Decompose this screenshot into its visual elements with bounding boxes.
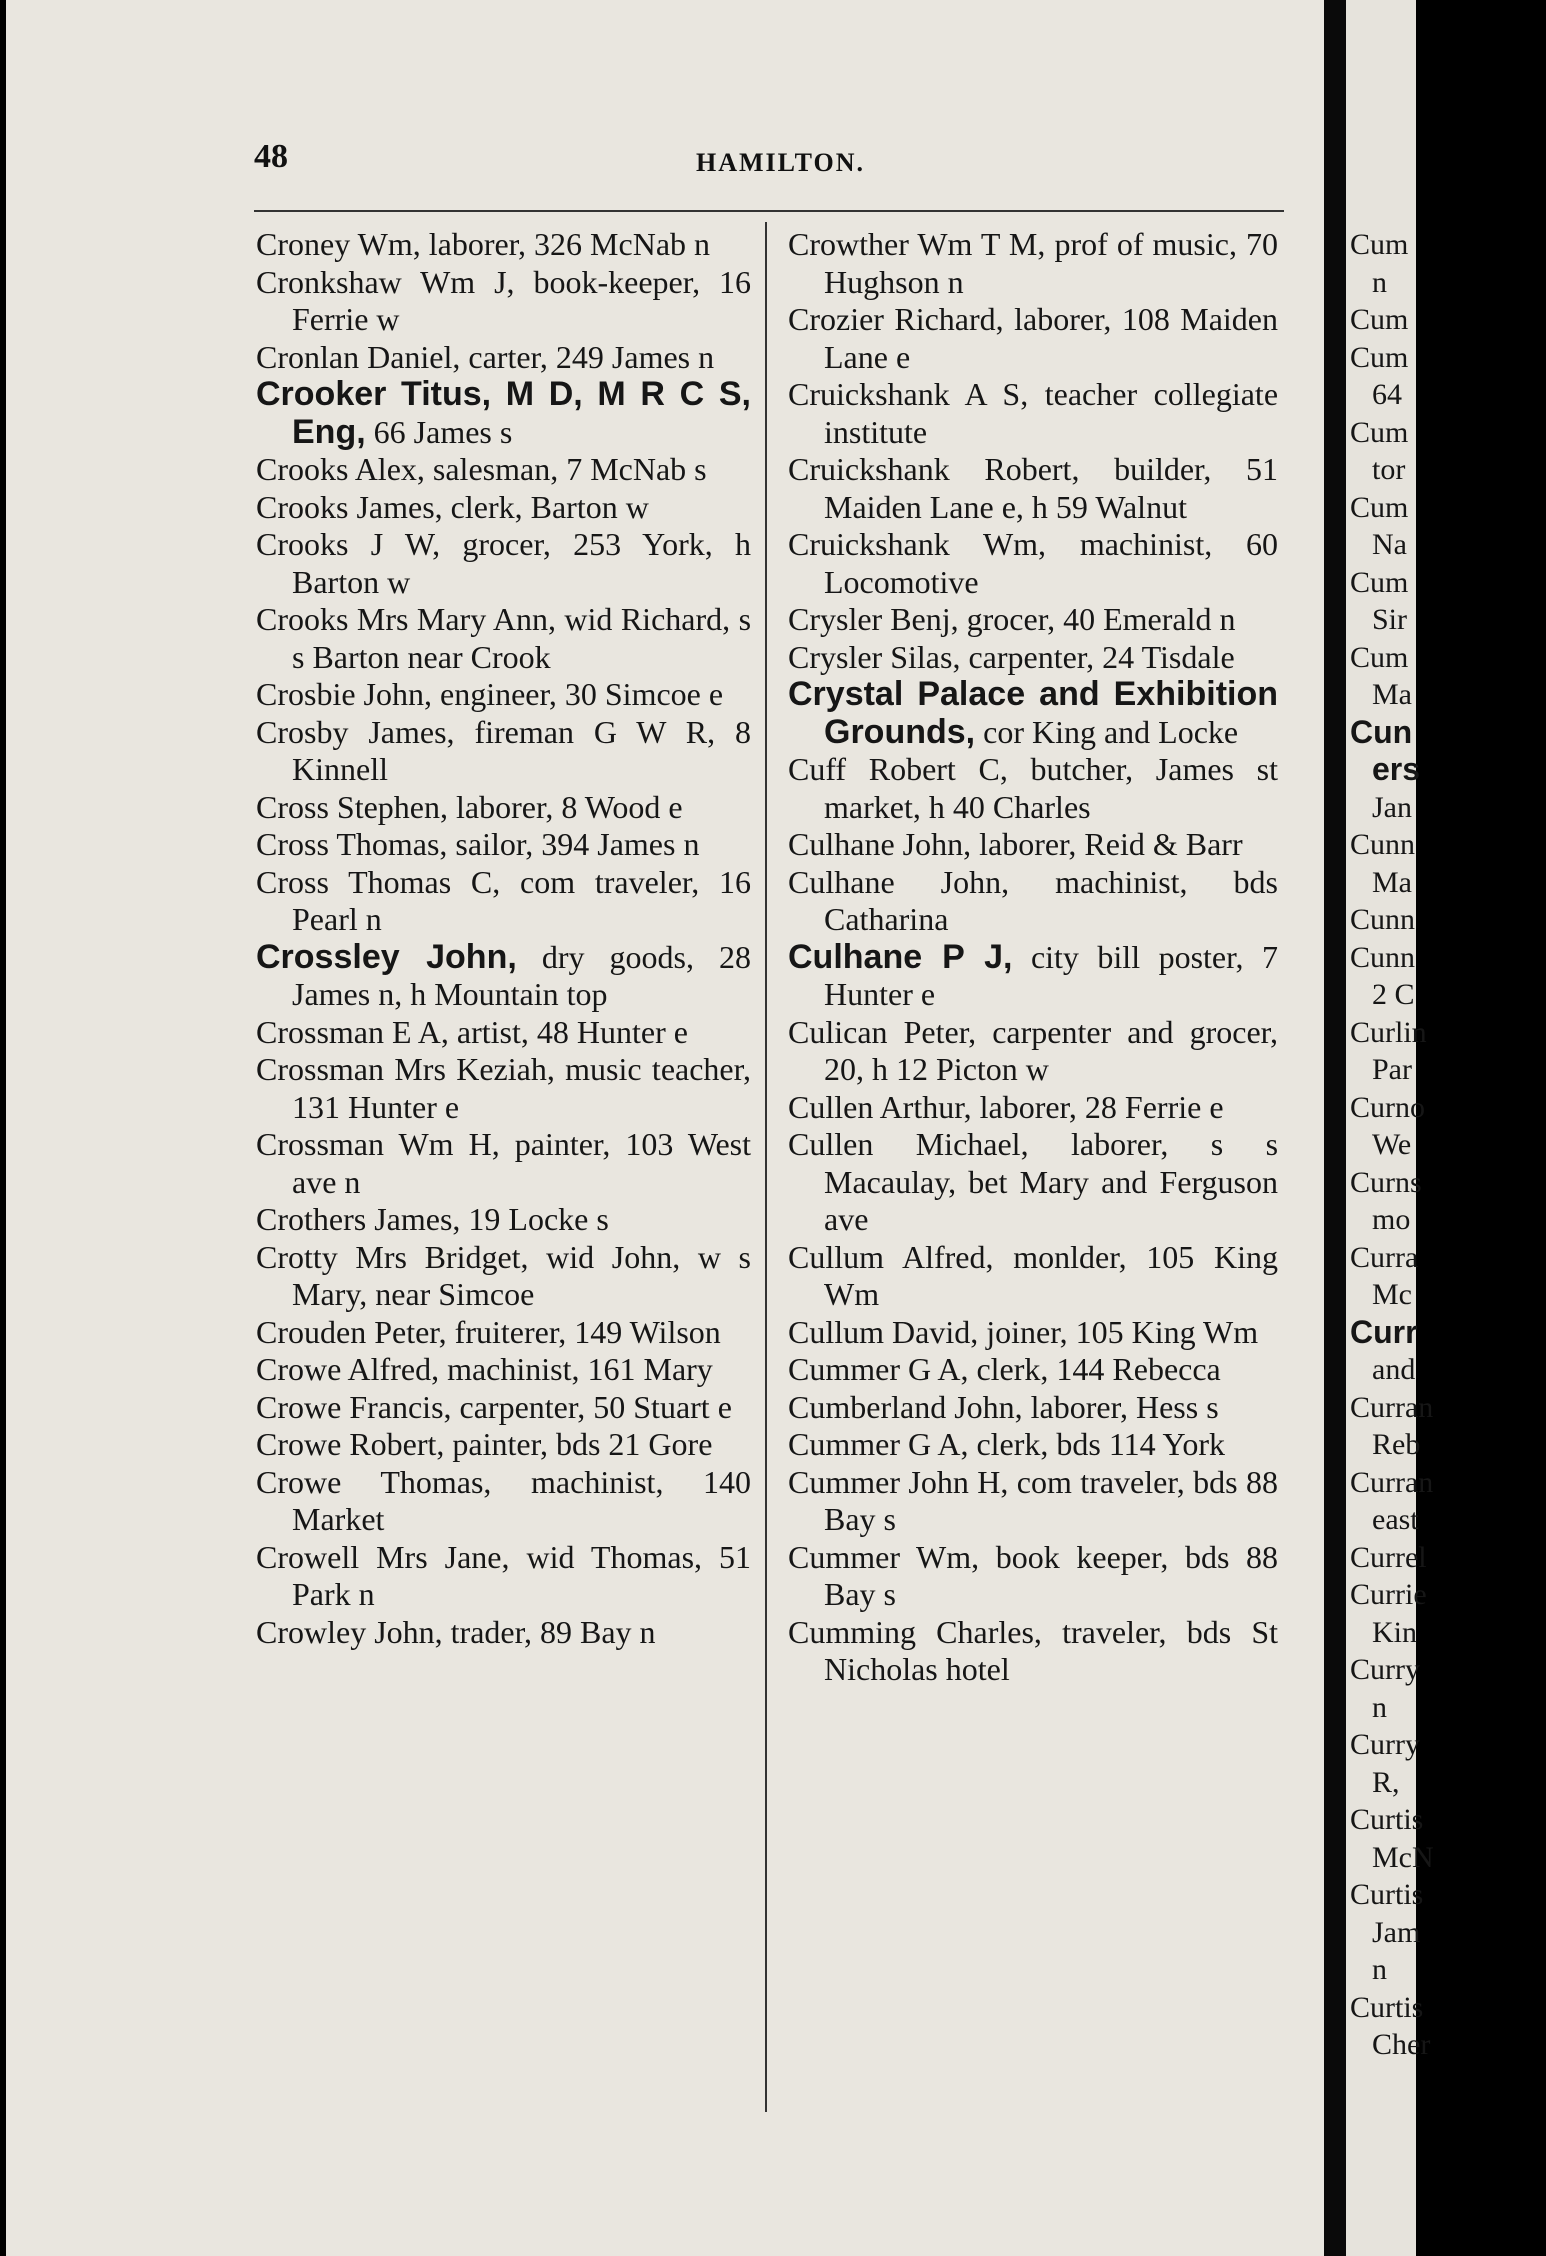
entry-name: Cummer G A, — [788, 1351, 969, 1387]
entry-details: engineer, 30 Simcoe e — [440, 676, 724, 712]
entry-details: music teacher, 131 Hunter e — [292, 1051, 751, 1125]
directory-entry — [256, 1464, 751, 1539]
entry-details: laborer, Hess s — [1030, 1388, 1219, 1425]
entry-name: Crowe Francis, — [256, 1388, 452, 1425]
entry-details: wid Thomas, 51 Park n — [292, 1538, 752, 1612]
directory-entry — [256, 489, 751, 527]
entry-details: wid John, w s Mary, near Simcoe — [292, 1238, 751, 1312]
entry-details: salesman, 7 McNab s — [432, 451, 707, 487]
entry-name: Cullen Michael, — [788, 1126, 1029, 1162]
entry-name: Crowley John, — [256, 1613, 443, 1650]
running-title: HAMILTON. — [696, 148, 865, 177]
entry-name: Crotty Mrs Bridget, — [256, 1238, 529, 1275]
directory-entry — [256, 526, 751, 601]
adjacent-entry-fragment: Jan — [1372, 790, 1412, 824]
adjacent-entry-fragment: Currel — [1350, 1540, 1427, 1574]
adjacent-entry-fragment: n — [1372, 265, 1387, 299]
adjacent-entry-fragment: Curlin — [1350, 1015, 1427, 1049]
entry-details: carpenter, 24 Tisdale — [968, 638, 1235, 675]
adjacent-entry-fragment: Mc — [1372, 1278, 1412, 1311]
adjacent-entry-fragment: Cunn — [1350, 940, 1416, 974]
entry-details: painter, 103 West ave n — [292, 1126, 752, 1200]
entry-name: Culhane P J, — [788, 937, 1013, 976]
adjacent-entry-fragment: Jam — [1372, 1915, 1421, 1949]
directory-entry — [256, 676, 751, 714]
adjacent-entry-fragment: Par — [1372, 1053, 1412, 1086]
entry-name: Cross Thomas C, — [256, 863, 501, 900]
entry-details: laborer, s s Macaulay, bet Mary and Ferguson ave — [824, 1126, 1279, 1237]
header-rule — [254, 210, 1284, 212]
entry-name: Cruickshank A S, — [788, 376, 1029, 412]
entry-name: Cummer Wm, — [788, 1538, 980, 1575]
entry-name: Cullum David, — [788, 1313, 979, 1350]
entry-details: grocer, 40 Emerald n — [966, 601, 1236, 637]
adjacent-entry-fragment: and — [1372, 1353, 1416, 1386]
directory-entry — [256, 1239, 751, 1314]
adjacent-entry-fragment: Cum — [1350, 565, 1409, 599]
adjacent-entry-fragment: Cum — [1350, 415, 1409, 449]
directory-entry — [788, 639, 1278, 677]
entry-name: Cruickshank Robert, — [788, 451, 1080, 487]
entry-name: Crysler Benj, — [788, 601, 959, 637]
entry-details: sailor, 394 James n — [455, 826, 700, 862]
entry-name: Crooker Titus, M D, M R C S, Eng, — [256, 375, 751, 451]
entry-name: Crowe Thomas, — [256, 1463, 492, 1500]
directory-entry — [256, 264, 751, 339]
entry-details: wid Richard, s s Barton near Crook — [292, 601, 752, 675]
directory-entry — [256, 864, 751, 939]
entry-name: Cross Thomas, — [256, 826, 448, 862]
entry-name: Croney Wm, — [256, 226, 421, 262]
directory-entry — [256, 1426, 751, 1464]
entry-name: Crosbie John, — [256, 676, 432, 712]
directory-entry — [788, 864, 1278, 939]
adjacent-entry-fragment: Curtis — [1350, 1803, 1424, 1836]
entry-name: Crowe Alfred, — [256, 1351, 440, 1387]
entry-details: laborer, Reid & Barr — [979, 826, 1243, 862]
entry-name: Crysler Silas, — [788, 638, 961, 675]
directory-page — [6, 0, 1324, 2256]
adjacent-entry-fragment: Curra — [1350, 1240, 1419, 1274]
directory-entry — [788, 226, 1278, 301]
directory-entry — [256, 1014, 751, 1052]
entry-details: machinist, 140 Market — [292, 1463, 752, 1537]
adjacent-entry-fragment: We — [1372, 1128, 1412, 1161]
adjacent-entry-fragment: 64 — [1372, 378, 1402, 411]
directory-entry — [788, 376, 1278, 451]
entry-details: traveler, bds St Nicholas hotel — [824, 1613, 1279, 1687]
entry-details: painter, bds 21 Gore — [452, 1426, 713, 1462]
directory-entry — [788, 526, 1278, 601]
directory-entry — [256, 339, 751, 377]
entry-name: Crowell Mrs Jane, — [256, 1538, 510, 1575]
adjacent-entry-fragment: Currie — [1350, 1578, 1427, 1611]
entry-details: machinist, bds Catharina — [824, 863, 1279, 937]
entry-details: grocer, 253 York, h Barton w — [292, 526, 751, 600]
directory-entry — [788, 1126, 1278, 1239]
entry-details: prof of music, 70 Hughson n — [824, 226, 1279, 300]
entry-name: Culhane John, — [788, 826, 972, 862]
adjacent-entry-fragment: Cher — [1372, 2028, 1431, 2061]
directory-entry — [256, 601, 751, 676]
directory-entry — [788, 1464, 1278, 1539]
adjacent-entry-fragment: Reb — [1372, 1428, 1421, 1461]
adjacent-entry-fragment: Ma — [1372, 678, 1412, 711]
adjacent-page-edge — [1346, 0, 1434, 2256]
page-number: 48 — [254, 138, 288, 175]
entry-details: laborer, 28 Ferrie e — [979, 1088, 1224, 1125]
adjacent-entry-fragment: Curran — [1350, 1465, 1434, 1499]
directory-entry — [788, 301, 1278, 376]
entry-details: com traveler, 16 Pearl n — [292, 863, 752, 937]
entry-name: Cruickshank Wm, — [788, 526, 1047, 562]
entry-details: laborer, 108 Maiden Lane e — [824, 301, 1279, 375]
adjacent-entry-fragment: n — [1372, 1953, 1387, 1986]
entry-name: Cuff Robert C, — [788, 751, 1008, 787]
adjacent-entry-fragment: Cun — [1350, 713, 1413, 750]
directory-entry — [256, 1314, 751, 1352]
adjacent-entry-fragment: Kin — [1372, 1615, 1417, 1649]
directory-entry — [788, 1314, 1278, 1352]
entry-details: carter, 249 James n — [468, 338, 715, 375]
adjacent-entry-fragment: Cum — [1350, 228, 1409, 261]
entry-name: Crosby James, — [256, 713, 455, 750]
entry-name: Cronlan Daniel, — [256, 338, 461, 375]
directory-entry — [788, 1539, 1278, 1614]
directory-entry — [788, 676, 1278, 751]
entry-details: monlder, 105 King Wm — [824, 1238, 1278, 1312]
entry-details: fireman G W R, 8 Kinnell — [292, 713, 751, 787]
adjacent-page-column — [1346, 226, 1546, 2064]
directory-entry — [256, 789, 751, 827]
entry-name: Crossman Mrs Keziah, — [256, 1051, 555, 1087]
entry-details: 66 James s — [373, 413, 513, 450]
entry-name: Cumberland John, — [788, 1388, 1023, 1425]
entry-details: com traveler, bds 88 Bay s — [824, 1463, 1279, 1537]
adjacent-entry-fragment: McN — [1372, 1840, 1434, 1874]
entry-details: laborer, 326 McNab n — [428, 226, 711, 262]
adjacent-entry-fragment: mo — [1372, 1203, 1411, 1236]
directory-entry — [256, 1051, 751, 1126]
page-gutter — [1324, 0, 1346, 2256]
directory-entry — [256, 1126, 751, 1201]
directory-entry — [256, 451, 751, 489]
entry-details: joiner, 105 King Wm — [986, 1313, 1259, 1350]
entry-details: book-keeper, 16 Ferrie w — [292, 263, 751, 337]
entry-name: Crossman E A, — [256, 1013, 449, 1050]
adjacent-entry-fragment: Curtis — [1350, 1878, 1424, 1911]
adjacent-entry-fragment: Sir — [1372, 603, 1408, 636]
entry-details: artist, 48 Hunter e — [456, 1013, 688, 1050]
adjacent-entry-fragment: Curry — [1350, 1728, 1420, 1761]
entry-name: Culhane John, — [788, 863, 1010, 900]
entry-details: clerk, Barton w — [450, 488, 649, 525]
directory-entry — [788, 1014, 1278, 1089]
entry-details: book keeper, bds 88 Bay s — [824, 1538, 1279, 1612]
entry-name: Crowther Wm T M, — [788, 226, 1046, 262]
entry-details: machinist, 161 Mary — [447, 1351, 713, 1387]
entry-details: cor King and Locke — [983, 713, 1239, 750]
entry-name: Crooks Mrs Mary Ann, — [256, 601, 556, 637]
entry-details: butcher, James st market, h 40 Charles — [824, 751, 1279, 825]
adjacent-entry-fragment: Cunn — [1350, 903, 1416, 936]
entry-details: carpenter, 50 Stuart e — [459, 1388, 732, 1425]
entry-name: Crooks James, — [256, 488, 443, 525]
adjacent-entry-fragment: Na — [1372, 528, 1407, 561]
directory-entry — [788, 451, 1278, 526]
entry-details: machinist, 60 Locomotive — [824, 526, 1279, 600]
adjacent-entry-fragment: Curry — [1350, 1653, 1420, 1686]
entry-details: 19 Locke s — [468, 1201, 609, 1237]
directory-entry — [788, 826, 1278, 864]
directory-entry — [256, 1614, 751, 1652]
directory-entry — [256, 1539, 751, 1614]
adjacent-entry-fragment: ers — [1372, 751, 1421, 787]
entry-name: Cullen Arthur, — [788, 1088, 972, 1125]
entry-details: teacher collegiate institute — [824, 376, 1279, 450]
adjacent-entry-fragment: Ma — [1372, 865, 1412, 899]
entry-name: Crothers James, — [256, 1201, 461, 1237]
adjacent-entry-fragment: Curno — [1350, 1090, 1425, 1124]
directory-entry — [256, 714, 751, 789]
entry-details: clerk, bds 114 York — [976, 1426, 1226, 1462]
directory-entry — [256, 1351, 751, 1389]
directory-entry — [256, 376, 751, 451]
entry-details: builder, 51 Maiden Lane e, h 59 Walnut — [824, 451, 1279, 525]
entry-details: city bill poster, 7 Hunter e — [824, 938, 1279, 1012]
adjacent-entry-fragment: Cunn — [1350, 828, 1416, 861]
entry-name: Crooks Alex, — [256, 451, 425, 487]
directory-entry — [256, 226, 751, 264]
directory-entry — [256, 826, 751, 864]
entry-details: laborer, 8 Wood e — [456, 788, 683, 825]
directory-entry — [788, 751, 1278, 826]
left-column — [256, 226, 751, 1651]
entry-name: Cullum Alfred, — [788, 1238, 994, 1275]
entry-details: trader, 89 Bay n — [450, 1613, 656, 1650]
entry-details: carpenter and grocer, 20, h 12 Picton w — [824, 1013, 1279, 1087]
directory-entry — [788, 1614, 1278, 1689]
entry-name: Crooks J W, — [256, 526, 441, 562]
adjacent-entry-fragment: Cum — [1350, 340, 1409, 374]
directory-entry — [788, 1426, 1278, 1464]
entry-name: Cumming Charles, — [788, 1613, 1042, 1650]
entry-name: Cummer G A, — [788, 1426, 969, 1462]
entry-name: Crozier Richard, — [788, 301, 1004, 337]
entry-name: Cronkshaw Wm J, — [256, 263, 515, 300]
directory-entry — [788, 1351, 1278, 1389]
directory-entry — [256, 939, 751, 1014]
adjacent-entry-fragment: R, — [1372, 1765, 1400, 1799]
entry-details: dry goods, 28 James n, h Mountain top — [292, 938, 752, 1012]
entry-name: Crossley John, — [256, 937, 517, 976]
adjacent-entry-fragment: east — [1372, 1503, 1419, 1536]
adjacent-entry-fragment: Curtis — [1350, 1990, 1424, 2024]
entry-name: Crystal Palace and Exhibition Grounds, — [788, 675, 1278, 751]
entry-name: Culican Peter, — [788, 1013, 977, 1050]
entry-name: Crossman Wm H, — [256, 1126, 500, 1162]
column-divider — [765, 222, 767, 2112]
adjacent-entry-fragment: n — [1372, 1690, 1387, 1724]
entry-name: Crowe Robert, — [256, 1426, 445, 1462]
adjacent-entry-fragment: Curr — [1350, 1313, 1418, 1350]
adjacent-entry-fragment: Cum — [1350, 640, 1409, 674]
entry-name: Cross Stephen, — [256, 788, 448, 825]
directory-entry — [256, 1201, 751, 1239]
page-header — [254, 138, 1284, 188]
adjacent-entry-fragment: Curns — [1350, 1165, 1422, 1199]
entry-details: fruiterer, 149 Wilson — [454, 1313, 721, 1350]
directory-entry — [788, 1089, 1278, 1127]
entry-name: Crouden Peter, — [256, 1313, 447, 1350]
adjacent-entry-fragment: 2 C — [1372, 978, 1415, 1011]
adjacent-entry-fragment: Curran — [1350, 1390, 1434, 1424]
adjacent-entry-fragment: Cum — [1350, 303, 1409, 336]
adjacent-entry-fragment: tor — [1372, 453, 1406, 486]
directory-entry — [788, 1239, 1278, 1314]
right-column — [788, 226, 1278, 1689]
directory-entry — [788, 939, 1278, 1014]
adjacent-entry-fragment: Cum — [1350, 490, 1409, 524]
entry-name: Cummer John H, — [788, 1463, 1009, 1500]
directory-entry — [788, 1389, 1278, 1427]
directory-entry — [788, 601, 1278, 639]
entry-details: clerk, 144 Rebecca — [976, 1351, 1221, 1387]
directory-entry — [256, 1389, 751, 1427]
